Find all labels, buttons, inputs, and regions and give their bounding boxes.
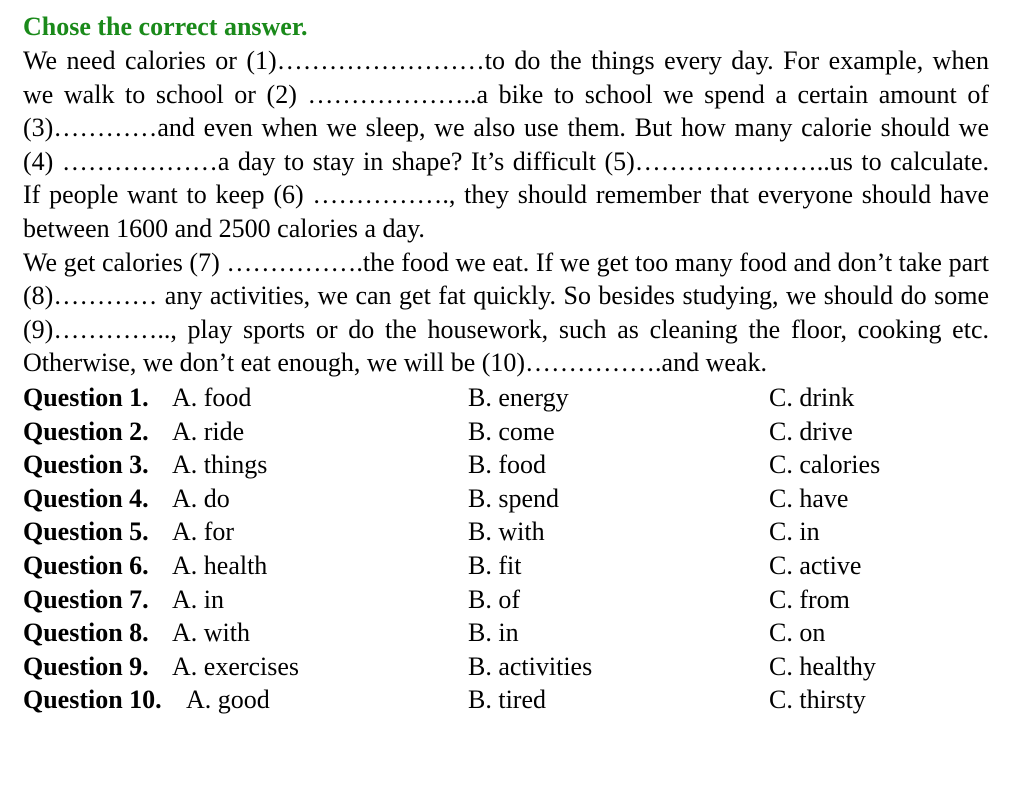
option-a: A. with [172, 618, 250, 648]
option-b: B. tired [468, 685, 546, 715]
option-b: B. spend [468, 483, 559, 513]
option-c: C. active [769, 550, 862, 580]
option-c: C. have [769, 483, 849, 513]
option-b: B. come [468, 416, 555, 446]
option-b: B. food [468, 450, 546, 480]
option-a: A. food [172, 382, 252, 412]
question-label: Question 1. [23, 382, 149, 412]
option-b: B. energy [468, 382, 569, 412]
question-label: Question 5. [23, 517, 149, 547]
question-row-3 [23, 448, 989, 482]
question-row-5 [23, 515, 989, 549]
option-c: C. from [769, 584, 850, 614]
question-row-1 [23, 381, 989, 415]
option-a: A. things [172, 450, 268, 480]
option-c: C. drink [769, 382, 855, 412]
question-label: Question 6. [23, 550, 149, 580]
option-b: B. in [468, 618, 519, 648]
passage-paragraph-1: We need calories or (1)……………………to do the things every day. For example, when we walk to school or (2) ………………..a bike to school we spend a certain amount of (3)…………and even when we sleep, we also use them. But how many calorie should we (4) ………………a day to stay in shape? It’s difficult (5)…………………..us to calculate. If people want to keep (6) ……………., they should remember that everyone should have between 1600 and 2500 calories a day. [23, 46, 989, 243]
option-c: C. drive [769, 416, 853, 446]
question-row-9 [23, 650, 989, 684]
option-b: B. of [468, 584, 520, 614]
option-b: B. with [468, 517, 545, 547]
option-b: B. activities [468, 651, 593, 681]
question-label: Question 2. [23, 416, 149, 446]
question-row-8 [23, 616, 989, 650]
question-row-2 [23, 415, 989, 449]
option-c: C. calories [769, 450, 881, 480]
question-row-4 [23, 482, 989, 516]
option-c: C. on [769, 618, 826, 648]
question-list [23, 381, 989, 717]
question-label: Question 4. [23, 483, 149, 513]
option-b: B. fit [468, 550, 522, 580]
question-label: Question 9. [23, 651, 149, 681]
passage-paragraph-2: We get calories (7) …………….the food we eat. If we get too many food and don’t take part (8)………… any activities, we can get fat quickly. So besides studying, we should do some (9)………….., play sports or do the housework, such as cleaning the floor, cooking etc. Otherwise, we don’t eat enough, we will be (10)…………….and weak. [23, 247, 989, 378]
option-a: A. for [172, 517, 235, 547]
question-row-7 [23, 583, 989, 617]
option-a: A. health [172, 550, 268, 580]
option-a: A. do [172, 483, 230, 513]
option-c: C. in [769, 517, 820, 547]
option-c: C. healthy [769, 651, 876, 681]
worksheet-heading: Chose the correct answer. [23, 12, 308, 41]
option-a: A. ride [172, 416, 245, 446]
question-label: Question 3. [23, 450, 149, 480]
question-row-6 [23, 549, 989, 583]
option-a: A. good [186, 685, 270, 715]
option-a: A. exercises [172, 651, 300, 681]
question-row-10 [23, 683, 989, 717]
question-label: Question 10. [23, 685, 162, 715]
option-a: A. in [172, 584, 224, 614]
question-label: Question 8. [23, 618, 149, 648]
question-label: Question 7. [23, 584, 149, 614]
option-c: C. thirsty [769, 685, 866, 715]
worksheet [23, 10, 989, 717]
